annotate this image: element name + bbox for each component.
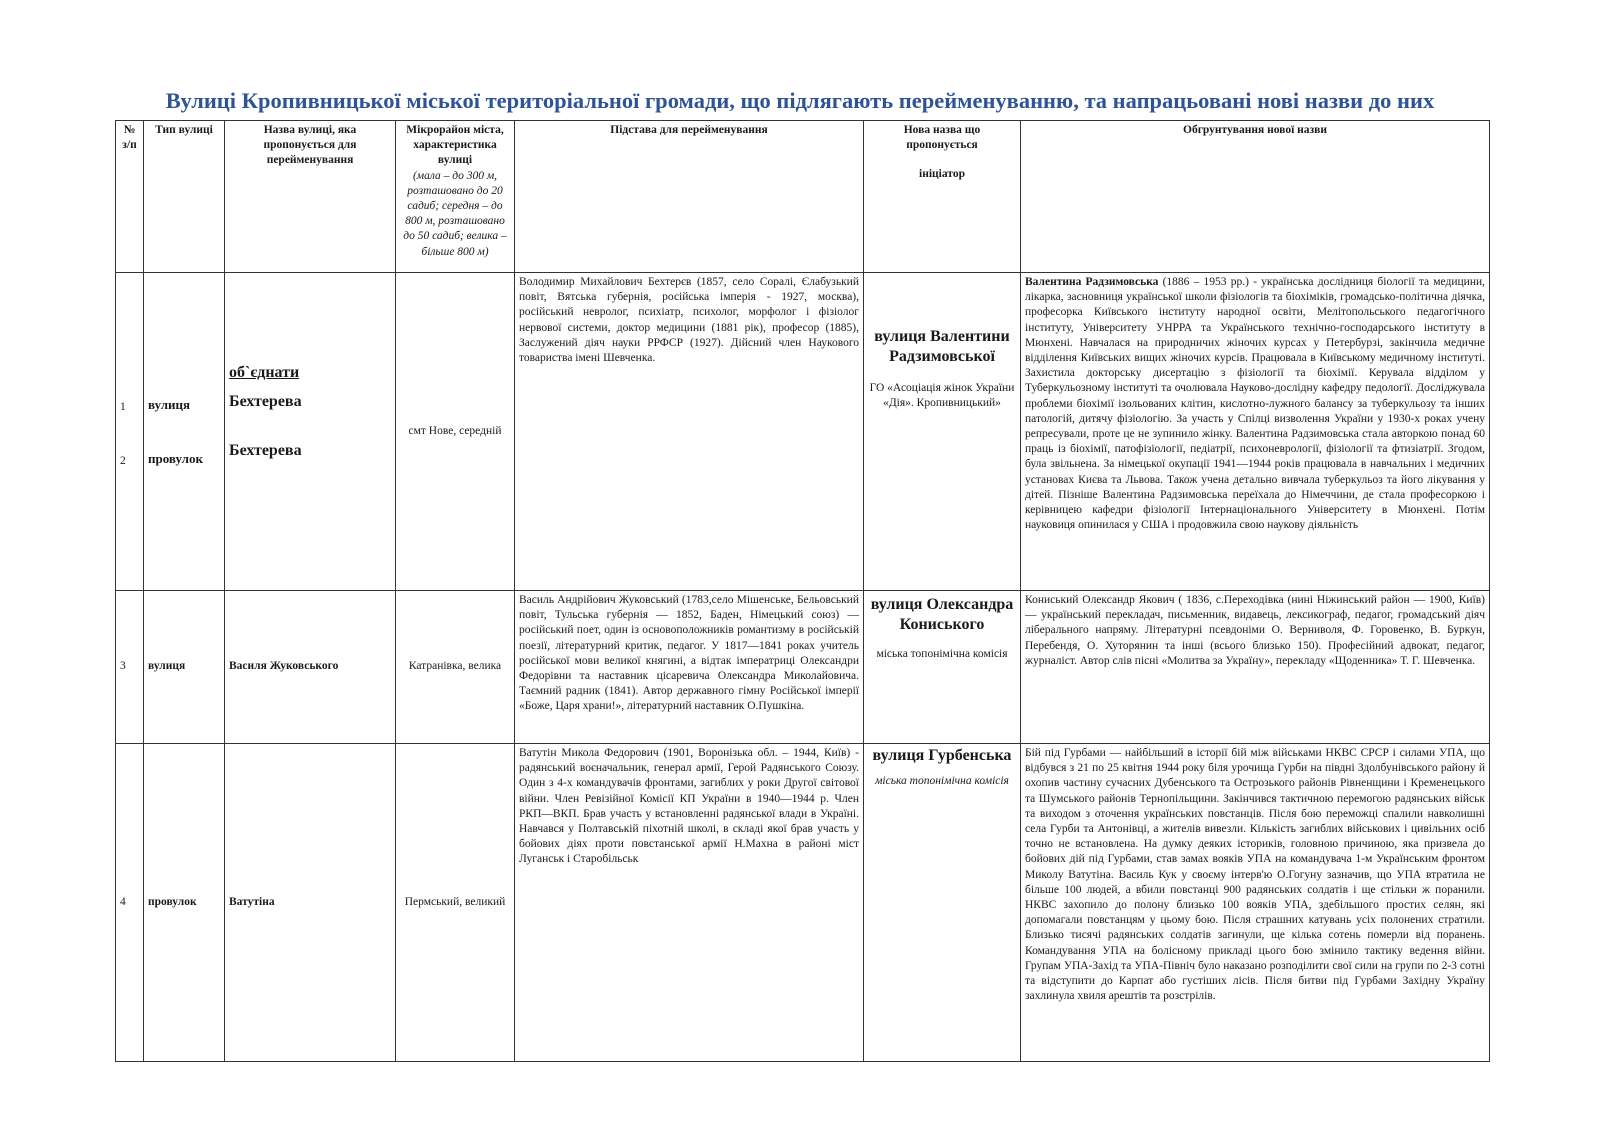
header-num: № з/п [116,121,144,273]
header-name: Назва вулиці, яка пропонується для перейменування [225,121,396,273]
header-new-name [864,121,1021,273]
row-type: вулиця [148,397,191,413]
row-type-cell [144,273,225,591]
row-new-name-cell [864,591,1021,744]
row-new-name: вулиця Олександра Кониського [870,596,1014,633]
row-initiator: міська топонімічна комісія [875,775,1009,787]
row-new-name-cell [864,273,1021,591]
row-district: Катранівка, велика [396,591,515,744]
header-district-note: (мала – до 300 м, розташовано до 20 садиб; середня – до 800 м, розташовано до 50 садиб; велика – більше 800 м) [403,169,507,258]
row-num-cell [116,273,144,591]
row-new-name: вулиця Гурбенська [872,747,1012,764]
row-name-cell [225,273,396,591]
header-new-name-title: Нова назва що пропонується [903,124,981,152]
row-name: Ватутіна [225,744,396,1062]
document-title: Вулиці Кропивницької міської територіальної громади, що підлягають перейменуванню, та напрацьовані нові назви до них [165,88,1435,113]
row-num: 3 [116,591,144,744]
row-district: Пермський, великий [396,744,515,1062]
header-justification: Обгрунтування нової назви [1021,121,1490,273]
row-name: Василя Жуковського [225,591,396,744]
table-row [116,744,1490,1062]
row-name: Бехтерева [229,392,302,410]
row-num: 2 [120,454,126,467]
row-justification [1021,273,1490,591]
renaming-table [115,120,1490,1062]
row-num: 4 [116,744,144,1062]
row-basis: Володимир Михайлович Бехтерєв (1857, село Сoралі, Єлабузький повіт, Вятська губернія, російська імперія - 1927, москва), російський невролог, психіатр, психолог, морфолог і фізіолог нервової системи, доктор медицини (1881 рік), професор (1885), Заслужений діяч науки РРФСР (1927). Дійсний член Наукового товариства імені Шевченка. [515,273,864,591]
row-type: провулок [144,744,225,1062]
row-initiator: ГО «Асоціація жінок України «Дія». Кропивницький» [869,382,1015,409]
row-type: вулиця [144,591,225,744]
row-num: 1 [120,401,126,414]
justification-text: (1886 – 1953 рр.) - українська дослідниця біології та медицини, лікарка, засновниця української школи фізіологів та біохіміків, громадсько-політична діячка, професорка Київського інституту народної освіти, Мелітопольського педагогічного інституту, Університету УНРРА та Українського технічно-господарського інституту в Мюнхені. Навчалася на природничих жіночих курсах у Петербурзі, закінчила медичне відділення Київських вищих жіночих курсів. Працювала в Київському медичному інституті. Захистила докторську дисертацію з фізіології та біохімії. Керувала відділом у Туберкульозному інституті та очолювала Науково-дослідну кафедру педології. Досліджувала проблеми біохімії ізольованих клітин, кислотно-лужного балансу за туберкульозу та інших патологій, дитячу фізіологію. За участь у Спілці визволення України у 1930-х роках учену репресували, проте це не зупинило жінку. Валентина Радзимовська стала авторкою понад 60 праць із біохімії, патофізіології, педіатрії, психоневрології, фізіології та фтизіатрії. Згодом, була звільнена. За німецької окупації 1941—1944 років працювала в навчальних і медичних установах Києва та Львова. Також учена детально вивчала туберкульоз та його лікування у дітей. Пізніше Валентина Радзимовська переїхала до Німеччини, де стала професоркою і керівницею кафедри фізіології Інтернаціонального Університету в Мюнхені. Потім науковиця опинилася у США і продовжила свою наукову діяльність [1025,276,1485,532]
row-initiator: міська топонімічна комісія [876,648,1008,660]
row-new-name: вулиця Валентини Радзимовської [874,328,1010,365]
header-district [396,121,515,273]
table-row [116,591,1490,744]
row-type: провулок [148,450,203,466]
row-basis: Василь Андрійович Жуковський (1783,село Мішенське, Бельовський повіт, Тульська губернія — 1852, Баден, Німецький союз) — російський поет, один із основоположників романтизму в російській поезії, літературний критик, педагог. У 1817—1841 роках учитель російської мови великої княгині, а відтак імператриці Олександри Федорівни та наставник цісаревича Олександра Миколайовича. Таємний радник (1841). Автор державного гімну Російської імперії «Боже, Царя храни!», літературний наставник О.Пушкіна. [515,591,864,744]
header-row [116,121,1490,273]
row-name: Бехтерева [229,442,302,460]
header-initiator: ініціатор [919,168,965,181]
row-new-name-cell [864,744,1021,1062]
header-basis: Підстава для перейменування [515,121,864,273]
row-basis: Ватутін Микола Федорович (1901, Воронізька обл. – 1944, Київ) - радянський воєначальник, генерал армії, Герой Радянського Союзу. Один з 4-х командувачів фронтами, загиблих у роки Другої світової війни. Член Ревізійної Комісії КП України в 1940—1944 р. Член РКП—ВКП. Брав участь у встановленні радянської влади в Україні. Навчався у Полтавській піхотній школі, в складі якої брав участь у бойових діях проти повстанської армії Н.Махна в районі міст Луганськ і Старобільськ [515,744,864,1062]
table-row [116,273,1490,591]
row-justification: Бій під Гурбами — найбільший в історії бій між військами НКВС СРСР і силами УПА, що відбувся з 21 по 25 квітня 1944 року біля урочища Гурби на півдні Здолбунівського району й охопив частину сучасних Дубенського та Острозького районів Рівненщини і Кременецького та Шумського районів Тернопільщини. Закінчився тактичною перемогою радянських військ та виходом з оточення українських повстанців. Після бою переможці спалили навколишні села Гурби та Антонівці, а жителів вивезли. Кількість загиблих військових і цивільних осіб точно не встановлена. На думку деяких істориків, головною причиною, яка призвела до бойових дій під Гурбами, став замах вояків УПА на командувача 1-м Українським фронтом Миколу Ватутіна. Василь Кук у своєму інтерв'ю О.Гогуну зазначив, що УПА втратила не більше 100 людей, а вбили повстанці 900 радянських солдатів і ще стільки ж поранили. НКВС захопило до полону близько 100 вояків УПА, здебільшого простих селян, які допомагали повстанцям у цьому бою. Після страшних катувань усіх полонених стратили. Близько тисячі радянських солдатів загинули, ще кілька сотень померли від поранень. Командування УПА на болісному прикладі цього бою змінило тактику ведення війни. Групам УПА-Захід та УПА-Північ було наказано розподілити свої сили на групи по 2-3 сотні та відступити до Карпат або густіших лісів. Після битви під Гурбами Західну Україну захлинула хвиля арештів та розстрілів. [1021,744,1490,1062]
header-type: Тип вулиці [144,121,225,273]
header-district-title: Мікрорайон міста, характеристика вулиці [406,124,504,167]
merge-label: об`єднати [229,363,300,381]
row-district: смт Нове, середній [396,273,515,591]
justification-lead: Валентина Радзимовська [1025,276,1159,288]
row-justification: Кониський Олександр Якович ( 1836, с.Переходівка (нині Ніжинський район — 1900, Київ) — український перекладач, письменник, видавець, лексикограф, педагог, громадський діяч ліберального напряму. Літературні псевдоніми О. Верниволя, Ф. Горовенко, В. Буркун, Перебендя, О. Хуторянин та інші (всього близько 150). Професійний адвокат, педагог, журналіст. Автор слів пісні «Молитва за Україну», перекладу «Щоденника» Т. Г. Шевченка. [1021,591,1490,744]
